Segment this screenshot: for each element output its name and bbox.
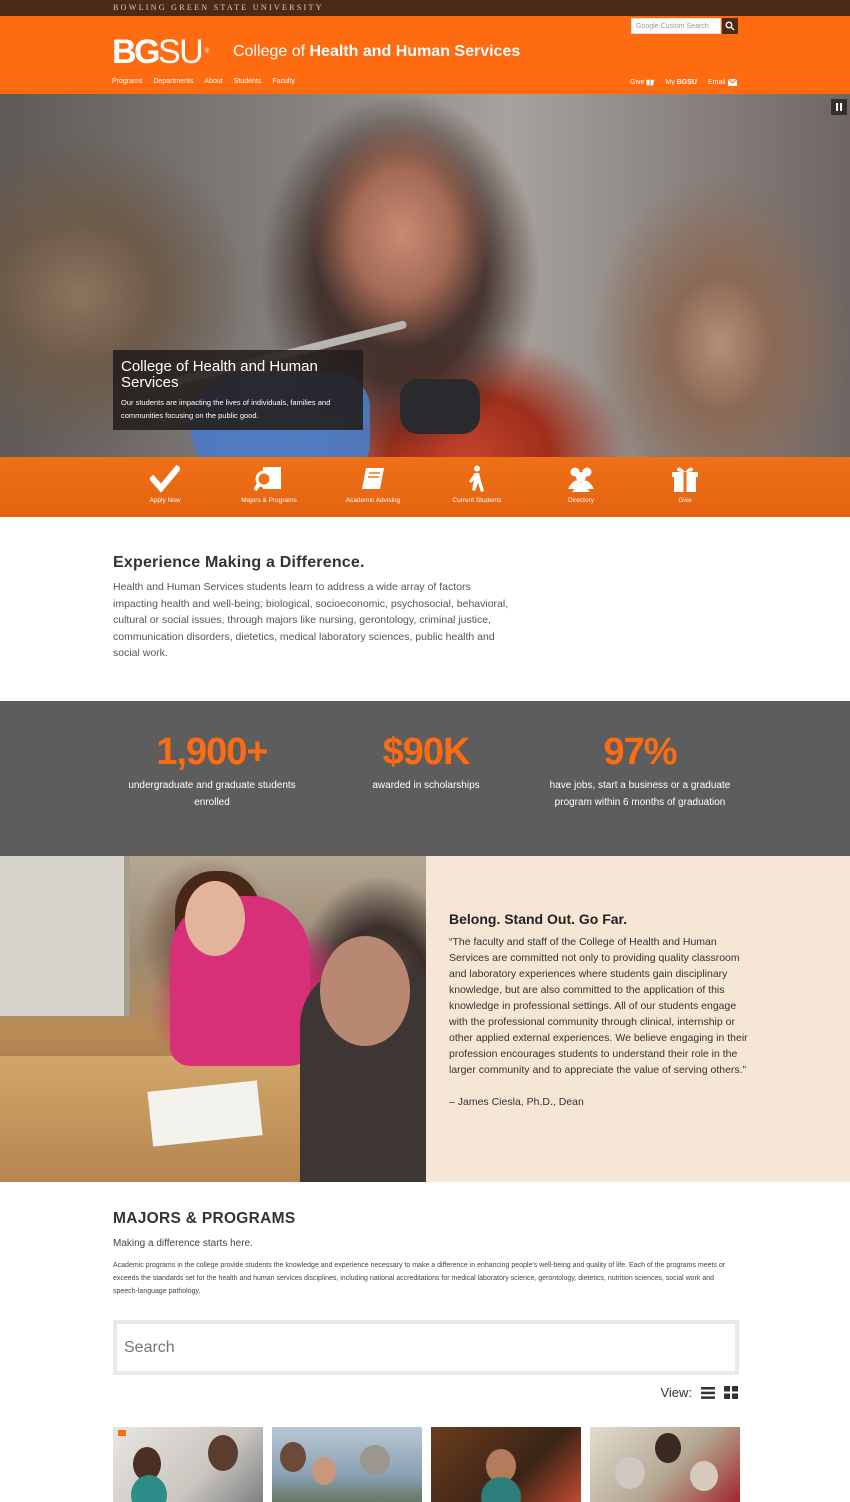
intro-text: Health and Human Services students learn to address a wide array of factors impacting health and well-being; biological, socioeconomic, psychosocial, behavioral, cultural or social issues, through majors like nursing, gerontology, criminal justice, communication disorders, dietetics, medical laboratory sciences, public health and social work.: [113, 581, 509, 660]
program-card[interactable]: [590, 1427, 740, 1502]
dean-quote: [426, 856, 850, 1182]
email-link[interactable]: [708, 79, 737, 86]
pause-icon-bar: [840, 103, 842, 111]
programs-search-input[interactable]: [117, 1324, 735, 1371]
program-card[interactable]: [272, 1427, 422, 1502]
quicklink-majors-programs[interactable]: [217, 457, 321, 517]
college-name: Health and Human Services: [309, 43, 521, 60]
book-icon: [358, 465, 388, 493]
card-photo-figure: [208, 1435, 238, 1471]
quicklink-give[interactable]: [633, 457, 737, 517]
envelope-icon: [728, 79, 737, 86]
hero-image-camera: [400, 379, 480, 434]
programs-search-wrapper: [113, 1320, 739, 1375]
photo-student-face: [185, 881, 245, 956]
nav-faculty[interactable]: Faculty: [272, 78, 295, 85]
card-photo-figure: [360, 1445, 390, 1475]
hero-banner: [0, 94, 850, 457]
card-photo-figure: [615, 1457, 645, 1489]
stat-placement: [541, 701, 739, 856]
nav-about[interactable]: About: [204, 78, 223, 85]
photo-window: [0, 856, 130, 1016]
pause-button[interactable]: [831, 99, 847, 115]
bgsu-logo[interactable]: [112, 35, 209, 69]
main-nav: [112, 78, 306, 85]
photo-elder-face: [320, 936, 410, 1046]
card-photo-figure: [280, 1442, 306, 1472]
view-label: View:: [660, 1385, 692, 1400]
utility-nav: [630, 78, 748, 86]
quick-links-bar: [0, 457, 850, 517]
logo-light-text: SU: [158, 33, 203, 71]
gift-icon: [646, 78, 654, 86]
header-search-input[interactable]: [631, 18, 721, 34]
majors-subheading: Making a difference starts here.: [113, 1238, 253, 1249]
intro-section: [0, 517, 850, 701]
university-name: BOWLING GREEN STATE UNIVERSITY: [113, 3, 324, 12]
quicklink-academic-advising[interactable]: [321, 457, 425, 517]
majors-programs-section: [0, 1182, 850, 1502]
card-photo-figure: [312, 1457, 336, 1485]
view-toggle: [660, 1385, 738, 1400]
pause-icon: [836, 103, 838, 111]
quicklink-current-students[interactable]: [425, 457, 529, 517]
logo-registered-mark: ®: [204, 48, 210, 55]
nav-students[interactable]: Students: [233, 78, 262, 85]
majors-heading: MAJORS & PROGRAMS: [113, 1210, 296, 1227]
header-search-placeholder: Google Custom Search: [636, 23, 709, 30]
stat-label: have jobs, start a business or a graduate program within 6 months of graduation: [549, 780, 731, 808]
quicklink-apply-now[interactable]: [113, 457, 217, 517]
stat-scholarships: [327, 701, 525, 856]
stat-enrollment: [113, 701, 311, 856]
site-header: [0, 16, 850, 94]
email-link-label: Email: [707, 78, 726, 86]
nav-departments[interactable]: Departments: [153, 78, 194, 85]
college-title[interactable]: [233, 43, 520, 61]
people-icon: [566, 465, 596, 493]
quote-signature: – James Ciesla, Ph.D., Dean: [449, 1096, 584, 1108]
stat-label: undergraduate and graduate students enrolled: [128, 780, 296, 808]
quicklink-directory[interactable]: [529, 457, 633, 517]
header-search-button[interactable]: [722, 18, 738, 34]
grid-view-icon[interactable]: [724, 1386, 738, 1399]
dean-quote-section: [0, 856, 850, 1182]
student-tutoring-photo: [0, 856, 426, 1182]
gift-icon: [670, 465, 700, 493]
mybgsu-bold: BGSU: [676, 78, 697, 86]
hero-text: Our students are impacting the lives of individuals, families and communities focusing on the public good.: [121, 398, 331, 420]
search-icon: [725, 21, 735, 31]
stat-label: awarded in scholarships: [372, 780, 480, 791]
quicklink-label: Give: [678, 497, 692, 504]
photo-paper: [147, 1080, 262, 1146]
search-document-icon: [254, 465, 284, 493]
list-view-icon[interactable]: [701, 1387, 715, 1399]
quote-heading: Belong. Stand Out. Go Far.: [449, 911, 628, 927]
stats-section: [0, 701, 850, 856]
give-link[interactable]: [630, 78, 654, 86]
intro-heading: Experience Making a Difference.: [113, 554, 365, 571]
quote-text: “The faculty and staff of the College of Health and Human Services are committed not only to providing quality classroom and laboratory experiences where students gain disciplinary knowledge, but are also committed to the application of this knowledge in professional settings. All of our students engage with the professional community through clinical, internship or other applied external experiences. We believe engaging in their profession encourages students to understand their role in the larger community and to appreciate the value of serving others.”: [449, 936, 748, 1076]
quicklink-label: Apply Now: [149, 497, 181, 504]
program-card[interactable]: [113, 1427, 263, 1502]
college-prefix: College of: [233, 43, 310, 60]
card-photo-figure: [131, 1475, 167, 1502]
card-photo-figure: [690, 1461, 718, 1491]
program-card[interactable]: [431, 1427, 581, 1502]
stat-value: 1,900+: [156, 731, 268, 773]
logo-bold-text: BG: [112, 33, 158, 71]
mybgsu-prefix: My: [665, 78, 675, 86]
nav-programs[interactable]: Programs: [112, 78, 143, 85]
hero-title: College of Health and Human Services: [121, 358, 318, 391]
program-cards: [113, 1427, 740, 1502]
university-bar: [0, 0, 850, 16]
stat-value: 97%: [603, 731, 677, 773]
mybgsu-link[interactable]: [665, 79, 697, 86]
card-tag: [118, 1430, 126, 1436]
majors-description: Academic programs in the college provide students the knowledge and experience necessary to make a difference in enhancing people's well-being and quality of life. Each of the programs meets or exceeds the standards set for the health and human services disciplines, including national accreditations for medical laboratory science, gerontology, dietetics, nutrition sciences, social work and speech-language pathology.: [113, 1262, 726, 1295]
walking-person-icon: [462, 465, 492, 493]
quicklink-label: Academic Advising: [345, 497, 401, 504]
hero-caption: [113, 350, 363, 430]
quicklink-label: Directory: [567, 497, 594, 504]
give-link-label: Give: [630, 78, 645, 86]
card-photo-figure: [655, 1433, 681, 1463]
quicklink-label: Current Students: [452, 497, 502, 504]
checkmark-icon: [150, 465, 180, 493]
card-photo-figure: [481, 1477, 521, 1502]
quicklink-label: Majors & Programs: [241, 497, 297, 504]
stat-value: $90K: [382, 731, 470, 773]
